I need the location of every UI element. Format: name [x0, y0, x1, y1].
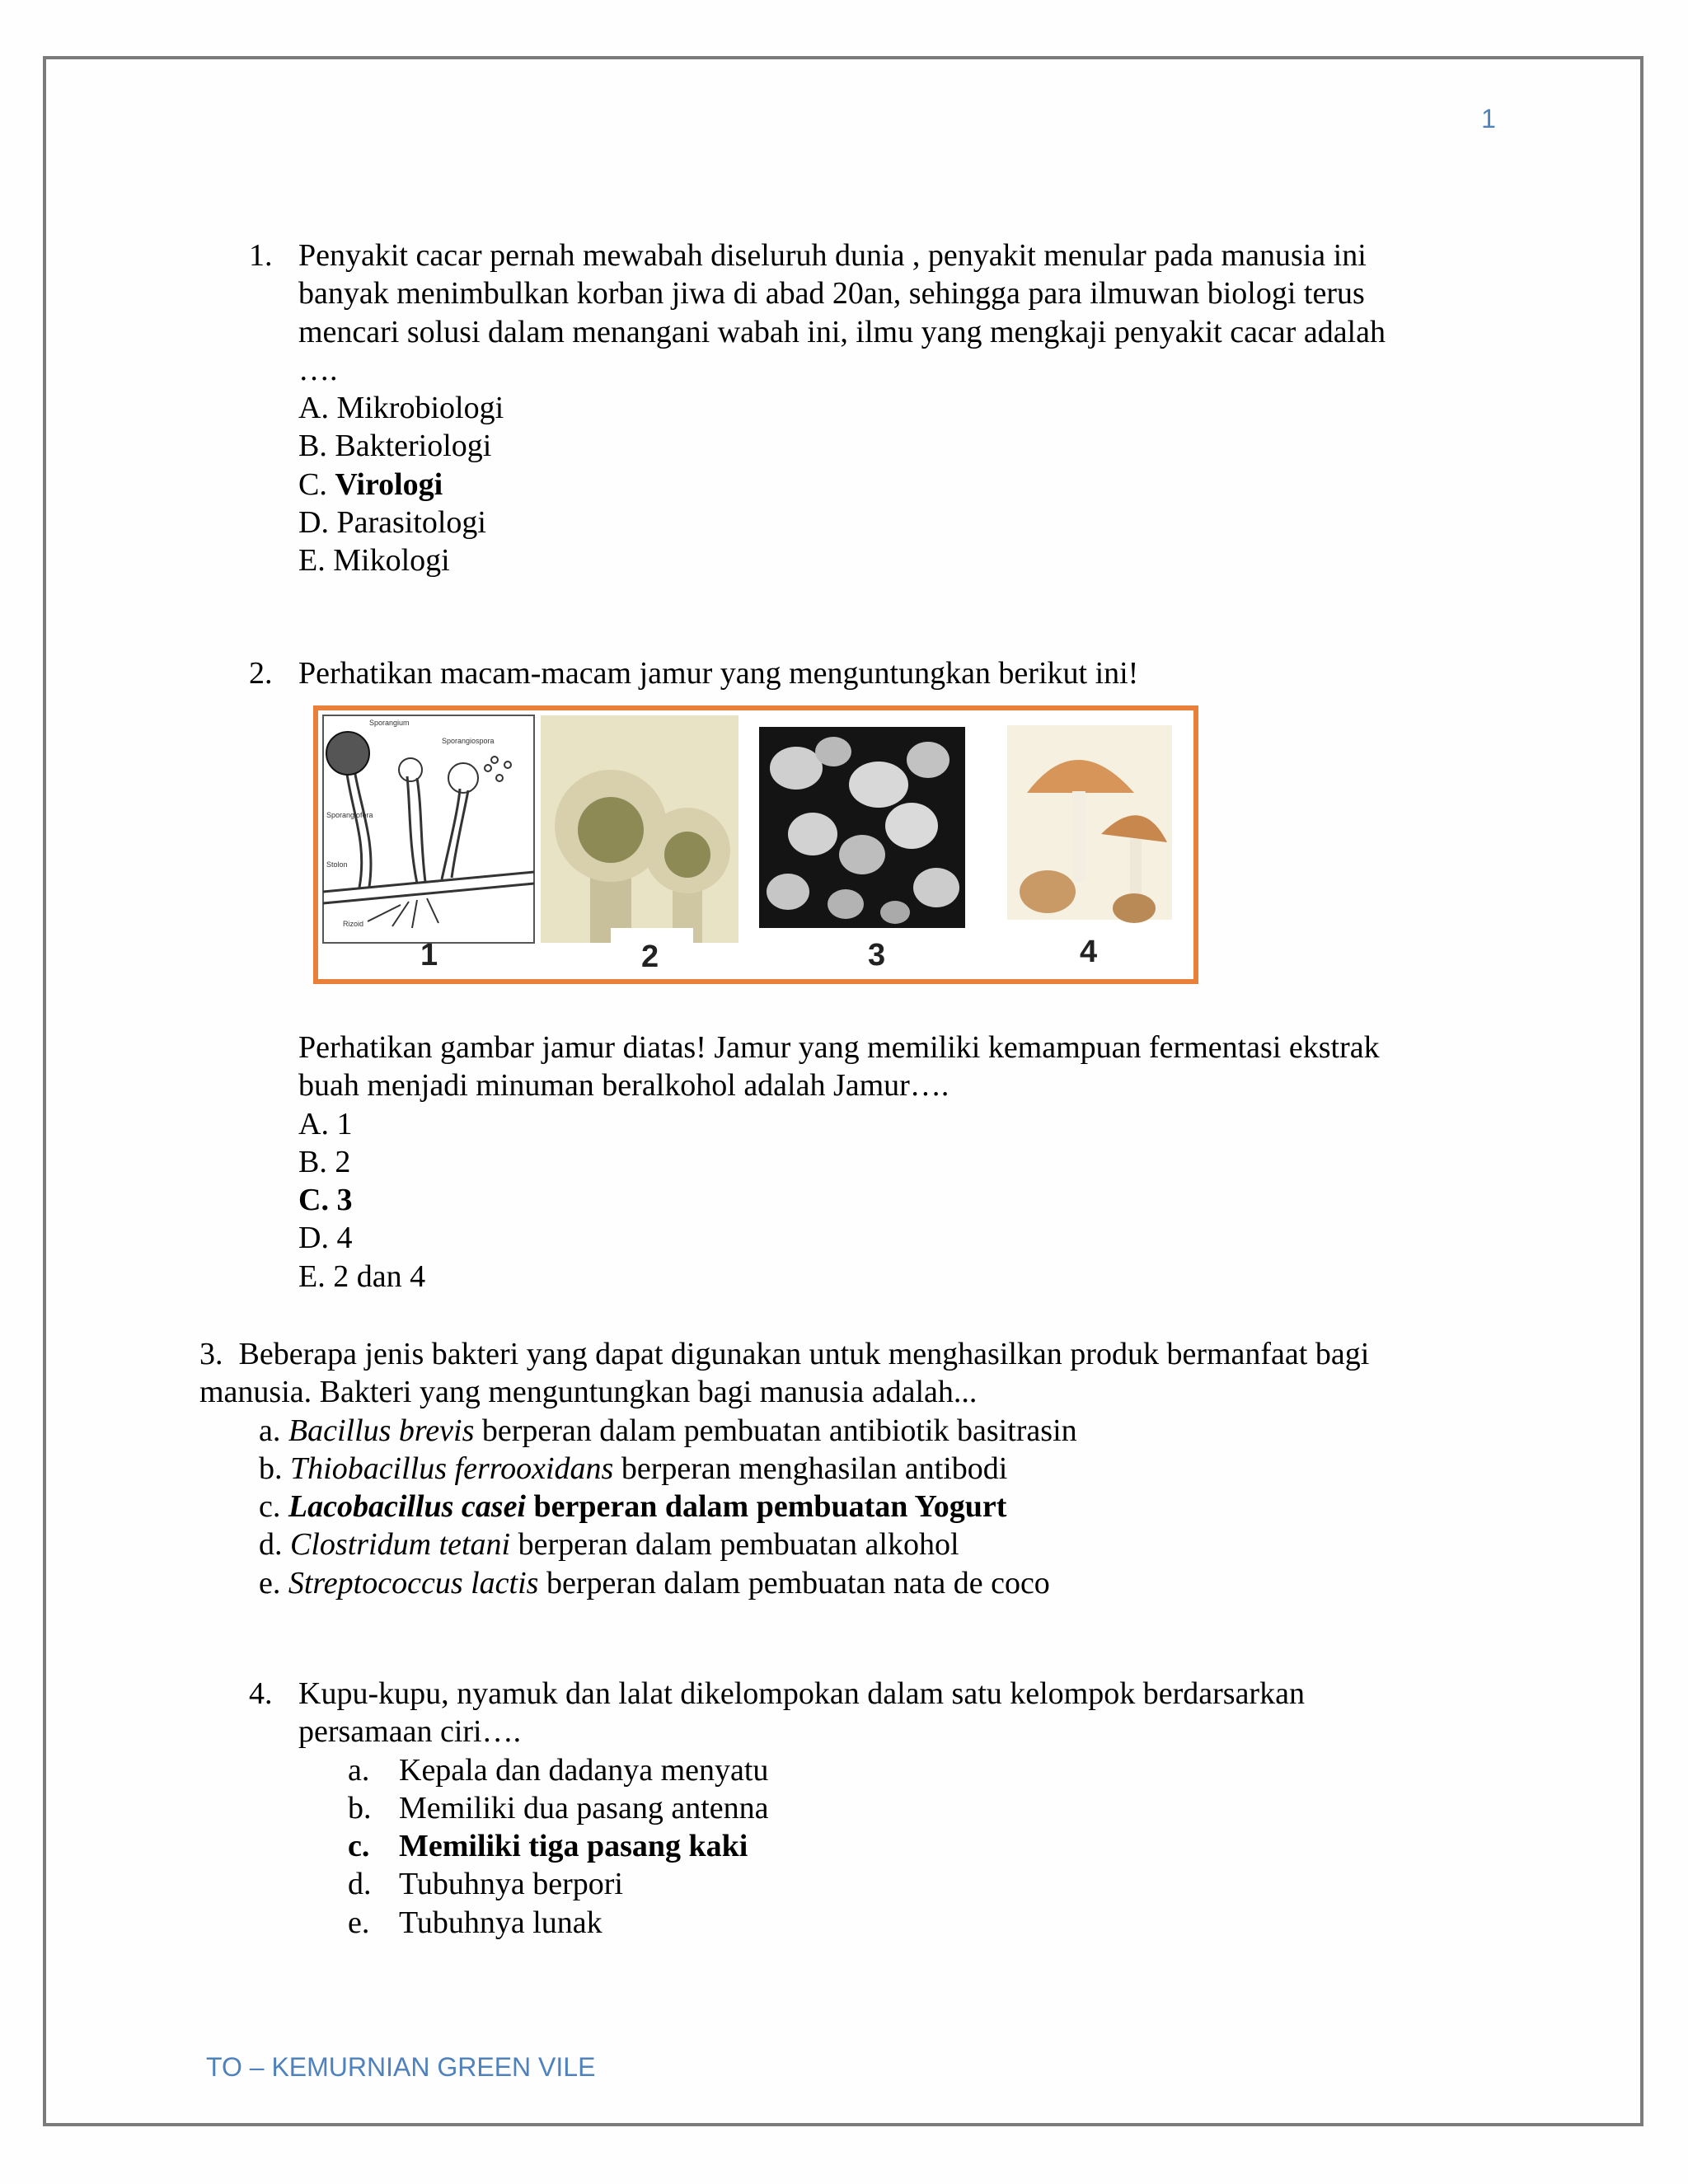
- option-c-answer[interactable]: [298, 1181, 1485, 1219]
- option-text: Bakteriologi: [335, 429, 492, 464]
- figure-label-1: 1: [420, 938, 438, 972]
- option-d[interactable]: [298, 1219, 1485, 1257]
- question-text-line: [199, 1335, 1485, 1373]
- option-text: Tubuhnya berpori: [399, 1867, 623, 1902]
- question-text-line: manusia. Bakteri yang menguntungkan bagi manusia adalah...: [199, 1375, 978, 1410]
- question-number: 2.: [249, 656, 273, 691]
- figure-label-2: 2: [641, 940, 659, 974]
- option-letter: e.: [348, 1905, 370, 1940]
- species-name: Thiobacillus ferrooxidans: [290, 1451, 614, 1486]
- option-letter: b.: [259, 1451, 283, 1486]
- option-letter: C.: [298, 466, 327, 502]
- question-text: Beberapa jenis bakteri yang dapat digunakan untuk menghasilkan produk bermanfaat bagi: [238, 1337, 1370, 1371]
- option-letter: b.: [348, 1790, 372, 1825]
- question-number: 4.: [249, 1676, 273, 1711]
- option-letter: B.: [298, 429, 327, 464]
- question-text-line: Penyakit cacar pernah mewabah diseluruh dunia , penyakit menular pada manusia ini: [298, 238, 1367, 273]
- option-a[interactable]: [298, 389, 1485, 427]
- question-text-line: Perhatikan gambar jamur diatas! Jamur yang memiliki kemampuan fermentasi ekstrak: [298, 1030, 1380, 1065]
- option-letter: A.: [298, 1106, 329, 1141]
- question-text-line: ….: [298, 352, 338, 387]
- option-letter: A.: [298, 391, 329, 426]
- option-a[interactable]: [298, 1105, 1485, 1143]
- question-text-line: buah menjadi minuman beralkohol adalah Jamur….: [298, 1068, 950, 1104]
- option-letter: c.: [259, 1489, 281, 1525]
- question-number: 1.: [249, 238, 273, 273]
- option-text: Kepala dan dadanya menyatu: [399, 1752, 769, 1788]
- rhizopus-diagram: [323, 715, 534, 943]
- option-letter: c.: [348, 1829, 370, 1864]
- page-number: 1: [1481, 104, 1496, 134]
- option-text: berperan dalam pembuatan nata de coco: [546, 1565, 1050, 1601]
- species-name: Bacillus brevis: [288, 1413, 475, 1448]
- option-text: berperan menghasilan antibodi: [621, 1451, 1008, 1486]
- option-letter: D.: [298, 505, 329, 541]
- yeast-photo: [759, 727, 965, 928]
- option-letter: e.: [259, 1565, 281, 1601]
- option-text: Tubuhnya lunak: [399, 1905, 603, 1940]
- option-letter: E.: [298, 1258, 326, 1294]
- option-text: Parasitologi: [336, 505, 486, 541]
- question-3: [199, 1335, 1485, 1601]
- option-letter: d.: [259, 1527, 283, 1563]
- option-text: Mikrobiologi: [336, 391, 504, 426]
- mushroom-photo: [1007, 725, 1172, 923]
- option-text: 3: [336, 1183, 353, 1218]
- option-text: Memiliki tiga pasang kaki: [399, 1829, 748, 1864]
- option-c-answer[interactable]: [259, 1488, 1446, 1526]
- species-name: Clostridum tetani: [290, 1527, 511, 1563]
- option-e[interactable]: [259, 1564, 1446, 1602]
- option-text: 1: [336, 1106, 353, 1141]
- question-text-line: Kupu-kupu, nyamuk dan lalat dikelompokan dalam satu kelompok berdarsarkan: [298, 1676, 1305, 1711]
- diagram-label: Stolon: [326, 860, 348, 869]
- option-text: Mikologi: [333, 543, 450, 579]
- diagram-label: Rizoid: [343, 920, 364, 928]
- option-letter: a.: [348, 1752, 370, 1788]
- option-letter: B.: [298, 1144, 327, 1179]
- option-letter: d.: [348, 1867, 372, 1902]
- species-name: Lacobacillus casei: [288, 1489, 526, 1525]
- option-a[interactable]: [348, 1751, 1337, 1789]
- option-letter: a.: [259, 1413, 281, 1448]
- option-b[interactable]: [259, 1450, 1446, 1488]
- option-b[interactable]: [298, 427, 1485, 465]
- option-text: 2: [335, 1144, 351, 1179]
- species-name: Streptococcus lactis: [288, 1565, 539, 1601]
- option-e[interactable]: [348, 1904, 1337, 1942]
- figure-label-4: 4: [1080, 935, 1098, 969]
- option-c-answer[interactable]: [298, 466, 1485, 504]
- option-text: 4: [336, 1221, 353, 1256]
- question-number: 3.: [199, 1337, 223, 1371]
- option-b[interactable]: [298, 1143, 1485, 1181]
- option-e[interactable]: [298, 541, 1485, 579]
- option-letter: E.: [298, 543, 326, 579]
- option-b[interactable]: [348, 1789, 1337, 1827]
- diagram-label: Sporangiospora: [442, 737, 495, 745]
- question-text-line: mencari solusi dalam menangani wabah ini, ilmu yang mengkaji penyakit cacar adalah: [298, 314, 1386, 349]
- option-text: Virologi: [335, 466, 443, 502]
- option-d[interactable]: [298, 504, 1485, 541]
- option-text: 2 dan 4: [333, 1258, 426, 1294]
- option-letter: C.: [298, 1183, 329, 1218]
- aspergillus-photo: [541, 715, 738, 953]
- question-text-line: banyak menimbulkan korban jiwa di abad 20an, sehingga para ilmuwan biologi terus: [298, 276, 1365, 312]
- option-c-answer[interactable]: [348, 1827, 1337, 1865]
- option-a[interactable]: [259, 1412, 1446, 1450]
- option-d[interactable]: [259, 1526, 1446, 1563]
- option-text: Memiliki dua pasang antenna: [399, 1790, 769, 1825]
- question-text-line: persamaan ciri….: [298, 1714, 522, 1750]
- question-title: Perhatikan macam-macam jamur yang menguntungkan berikut ini!: [298, 656, 1139, 691]
- option-text: berperan dalam pembuatan Yogurt: [533, 1489, 1007, 1525]
- diagram-label: Sporangium: [369, 719, 410, 727]
- figure-label-3: 3: [868, 938, 886, 972]
- option-text: berperan dalam pembuatan alkohol: [518, 1527, 959, 1563]
- fungi-illustrations: [318, 710, 1193, 979]
- fungi-figure: [313, 705, 1198, 984]
- option-d[interactable]: [348, 1865, 1337, 1903]
- option-e[interactable]: [298, 1258, 1485, 1296]
- option-text: berperan dalam pembuatan antibiotik basitrasin: [481, 1413, 1077, 1448]
- diagram-label: Sporangiofora: [326, 811, 373, 819]
- option-letter: D.: [298, 1221, 329, 1256]
- page-footer: TO – KEMURNIAN GREEN VILE: [206, 2052, 596, 2082]
